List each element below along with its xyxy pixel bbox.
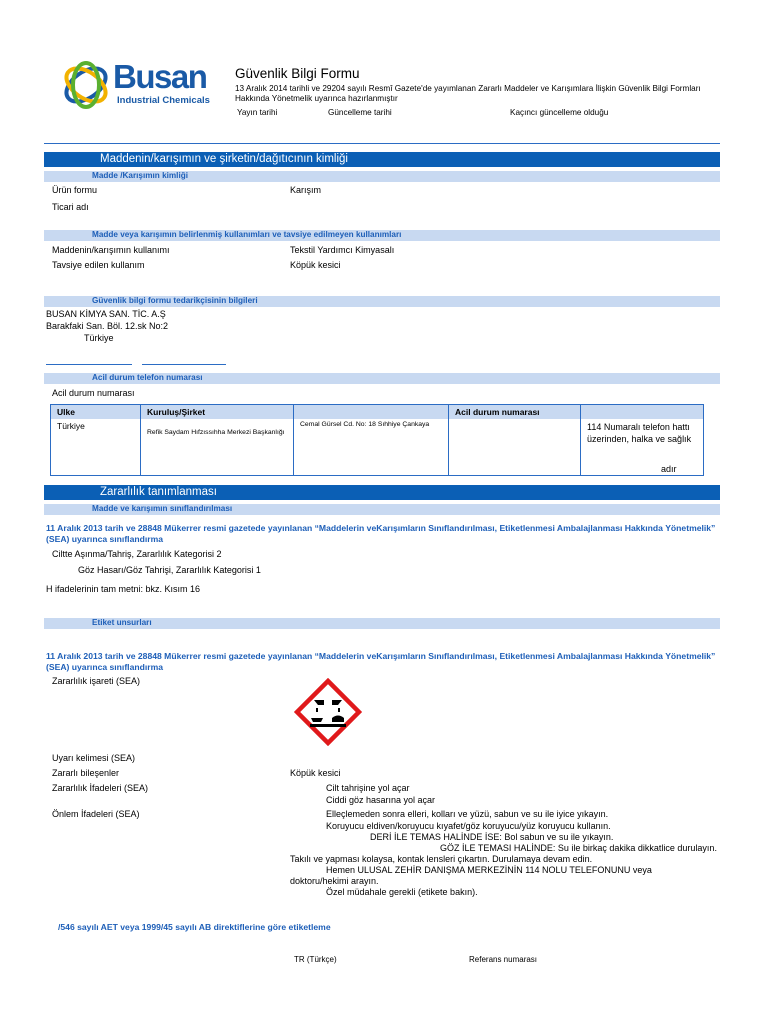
product-form-value: Karışım <box>290 185 322 195</box>
hazard-statement-1: Cilt tahrişine yol açar <box>326 783 410 793</box>
table-cell-address <box>294 419 449 475</box>
company-logo-subtitle: Industrial Chemicals <box>117 95 210 106</box>
company-logo-text: Busan <box>113 58 207 95</box>
emergency-note-end: adır <box>661 464 677 474</box>
header-divider <box>44 143 720 144</box>
recommended-use-value: Köpük kesici <box>290 260 341 270</box>
trade-name-label: Ticari adı <box>52 202 89 212</box>
subsection-identity-title: Madde /Karışımın kimliği <box>92 171 188 180</box>
signal-word-label: Uyarı kelimesi (SEA) <box>52 753 136 763</box>
precautionary-statement-7: doktoru/hekimi arayın. <box>290 876 379 886</box>
classification-regulation-text: 11 Aralık 2013 tarih ve 28848 Mükerrer resmi gazetede yayınlanan “Maddelerin veKarışımların Sınıflandırılması, Etiketlenmesi Ambalajlanması Hakkında Yönetmelik” (SEA) uyarınca sınıflandırma <box>46 523 716 544</box>
table-header-row <box>51 405 704 420</box>
precautionary-statement-1: Elleçlemeden sonra elleri, kolları ve yüzü, sabun ve su ile iyice yıkayın. <box>326 809 609 819</box>
subsection-label-elements-title: Etiket unsurları <box>92 618 152 627</box>
subsection-uses-title: Madde veya karışımın belirlenmiş kullanımları ve tavsiye edilmeyen kullanımları <box>92 230 402 239</box>
table-header-notes <box>581 405 704 420</box>
subsection-supplier-title: Güvenlik bilgi formu tedarikçisinin bilgileri <box>92 296 258 305</box>
subsection-label-elements <box>44 618 720 629</box>
label-regulation-text: 11 Aralık 2013 tarih ve 28848 Mükerrer resmi gazetede yayınlanan “Maddelerin veKarışımların Sınıflandırılması, Etiketlenmesi Ambalajlanması Hakkında Yönetmelik” (SEA) uyarınca sınıflandırma <box>46 651 716 672</box>
precautionary-statement-8: Özel müdahale gerekli (etikete bakın). <box>326 887 478 897</box>
organisation-address: Cemal Gürsel Cd. No: 18 Sıhhiye Çankaya <box>300 421 430 428</box>
table-header-country: Ulke <box>51 405 141 420</box>
precautionary-statement-5: Takılı ve yapması kolaysa, kontak lensleri çıkartın. Durulamaya devam edin. <box>290 854 593 864</box>
precautionary-statement-4: GÖZ İLE TEMASI HALİNDE: Su ile birkaç dakika dikkatlice durulayın. <box>440 843 717 853</box>
hazardous-components-label: Zararlı bileşenler <box>52 768 120 778</box>
subsection-uses <box>44 230 720 241</box>
hazardous-components-value: Köpük kesici <box>290 768 341 778</box>
table-cell-notes <box>581 419 704 475</box>
footer-language: TR (Türkçe) <box>294 955 337 964</box>
eu-directive-heading: /546 sayılı AET veya 1999/45 sayılı AB direktiflerine göre etiketleme <box>58 922 331 932</box>
subsection-emergency <box>44 373 720 384</box>
precautionary-statement-3: DERİ İLE TEMAS HALİNDE İSE: Bol sabun ve su ile yıkayın. <box>370 832 614 842</box>
section-2-header <box>44 485 720 500</box>
subsection-supplier <box>44 296 720 307</box>
classification-eye: Göz Hasarı/Göz Tahrişi, Zararlılık Kategorisi 1 <box>78 565 261 575</box>
busan-logo-icon <box>59 58 113 112</box>
use-label: Maddenin/karışımın kullanımı <box>52 245 170 255</box>
subsection-emergency-title: Acil durum telefon numarası <box>92 373 203 382</box>
table-header-address <box>294 405 449 420</box>
use-value: Tekstil Yardımcı Kimyasalı <box>290 245 395 255</box>
corrosion-pictogram-icon <box>294 678 362 746</box>
document-subtitle: 13 Aralık 2014 tarihli ve 29204 sayılı Resmî Gazete'de yayımlanan Zararlı Maddeler ve Karışımlara İlişkin Güvenlik Bilgi Formları Hakkında Yönetmelik uyarınca hazırlanmıştır <box>235 84 701 103</box>
table-header-emergency-number: Acil durum numarası <box>449 405 581 420</box>
pictogram-label: Zararlılık işareti (SEA) <box>52 676 141 686</box>
table-header-organisation: Kuruluş/Şirket <box>141 405 294 420</box>
subsection-classification <box>44 504 720 515</box>
subsection-classification-title: Madde ve karışımın sınıflandırılması <box>92 504 233 513</box>
h-statements-reference: H ifadelerinin tam metni: bkz. Kısım 16 <box>46 584 201 594</box>
subsection-identity <box>44 171 720 182</box>
update-date-label: Güncelleme tarihi <box>328 108 392 117</box>
classification-skin: Ciltte Aşınma/Tahriş, Zararlılık Kategorisi 2 <box>52 549 222 559</box>
table-cell-organisation <box>141 419 294 475</box>
emergency-note: 114 Numaralı telefon hattı üzerinden, halka ve sağlık <box>587 422 692 444</box>
supplier-country: Türkiye <box>84 333 114 343</box>
supplier-link-underline <box>46 364 132 365</box>
update-number-label: Kaçıncı güncelleme olduğu <box>510 108 609 117</box>
document-title: Güvenlik Bilgi Formu <box>235 66 360 81</box>
emergency-number-label: Acil durum numarası <box>52 388 135 398</box>
section-2-title: Zararlılık tanımlanması <box>100 486 217 498</box>
supplier-name: BUSAN KİMYA SAN. TİC. A.Ş <box>46 309 166 319</box>
table-cell-emergency-number <box>449 419 581 475</box>
product-form-label: Ürün formu <box>52 185 98 195</box>
table-row <box>51 419 704 475</box>
precautionary-statement-2: Koruyucu eldiven/koruyucu kıyafet/göz koruyucu/yüz koruyucu kullanın. <box>326 821 611 831</box>
section-1-title: Maddenin/karışımın ve şirketin/dağıtıcının kimliği <box>100 153 348 165</box>
hazard-statement-2: Ciddi göz hasarına yol açar <box>326 795 436 805</box>
precautionary-statement-6: Hemen ULUSAL ZEHİR DANIŞMA MERKEZİNİN 114 NOLU TELEFONUNU veya <box>326 865 652 875</box>
publication-date-label: Yayın tarihi <box>237 108 278 117</box>
table-cell-country: Türkiye <box>51 419 141 475</box>
supplier-link-underline <box>142 364 226 365</box>
recommended-use-label: Tavsiye edilen kullanım <box>52 260 145 270</box>
section-1-header <box>44 152 720 167</box>
supplier-address: Barakfaki San. Böl. 12.sk No:2 <box>46 321 169 331</box>
precautionary-statements-label: Önlem İfadeleri (SEA) <box>52 809 140 819</box>
footer-reference: Referans numarası <box>469 955 538 964</box>
emergency-contacts-table <box>50 404 704 476</box>
hazard-statements-label: Zararlılık İfadeleri (SEA) <box>52 783 149 793</box>
organisation-name: Refik Saydam Hıfzıssıhha Merkezi Başkanlığı <box>147 429 285 436</box>
